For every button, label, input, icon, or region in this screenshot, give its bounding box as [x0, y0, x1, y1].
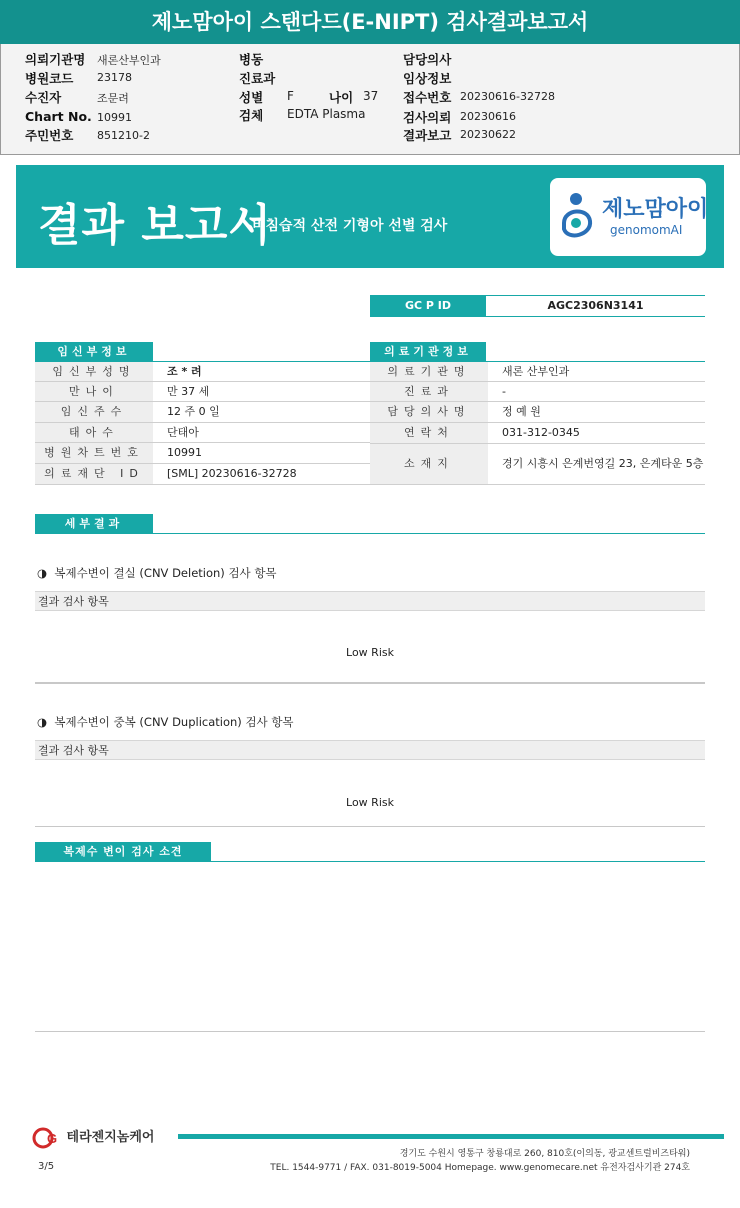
hospital-code-value: 23178 [97, 71, 132, 84]
chart-value: 10991 [97, 111, 132, 124]
deletion-heading-text: 복제수변이 결실 (CNV Deletion) 검사 항목 [54, 566, 277, 580]
institution-label: 의뢰기관명 [25, 52, 86, 67]
pregnant-row-value: 단태아 [167, 426, 199, 439]
pregnant-row-label: 만나이 [35, 382, 153, 401]
deletion-table-header: 결과 검사 항목 [35, 591, 705, 611]
institution-value: 새론산부인과 [97, 54, 161, 67]
pregnant-row-label: 임신주수 [35, 402, 153, 422]
pregnant-row-value: [SML] 20230616-32728 [167, 467, 297, 480]
pregnant-row-label: 의료재단 ID [35, 464, 153, 484]
age-value: 37 [363, 89, 379, 103]
sex-value: F [287, 89, 294, 103]
clinical-label: 임상정보 [403, 71, 452, 86]
pregnant-info-title: 임신부정보 [35, 342, 153, 361]
company-logo [32, 1126, 154, 1149]
report-date-label: 결과보고 [403, 128, 452, 143]
genomom-logo [550, 178, 709, 256]
request-value: 20230616 [460, 110, 516, 123]
pregnant-row-label: 병원차트번호 [35, 443, 153, 463]
company-logo-icon [32, 1127, 62, 1149]
receipt-value: 20230616-32728 [460, 90, 555, 103]
resident-id-label: 주민번호 [25, 128, 74, 143]
medical-info-title: 의료기관정보 [370, 342, 486, 361]
gcpid-row [370, 295, 705, 317]
svg-text:G: G [47, 1130, 58, 1146]
duplication-result: Low Risk [346, 796, 394, 809]
half-circle-icon: ◑ [37, 715, 48, 729]
doctor-label: 담당의사 [403, 52, 452, 67]
medical-row-value: 경기 시흥시 은계번영길 23, 은계타운 5층 [502, 457, 704, 470]
medical-row-label: 담당의사명 [370, 402, 488, 422]
patient-label: 수진자 [25, 90, 62, 105]
patient-info-block [0, 44, 740, 155]
duplication-table-header: 결과 검사 항목 [35, 740, 705, 760]
gcpid-label: GC P ID [370, 295, 486, 316]
pregnant-row-label: 임신부성명 [35, 362, 153, 381]
pregnant-row-value: 조 * 려 [167, 365, 202, 378]
sex-label: 성별 [239, 90, 264, 105]
resident-id-value: 851210-2 [97, 129, 150, 142]
baby-logo-icon [558, 189, 598, 245]
footer-address: 경기도 수원시 영통구 창룡대로 260, 810호(이의동, 광교센트럴비즈타워) [399, 1149, 690, 1159]
dept-label: 진료과 [239, 71, 276, 86]
medical-row-label: 소재지 [370, 444, 488, 484]
deletion-heading [37, 565, 277, 581]
duplication-heading [37, 714, 294, 730]
logo-english-text: genomomAI [610, 223, 683, 237]
logo-korean-text: 제노맘아이 [602, 197, 709, 222]
medical-row-value: 새론 산부인과 [502, 365, 570, 378]
banner-title: 결과 보고서 [38, 200, 272, 251]
medical-row-value: - [502, 385, 506, 398]
deletion-result: Low Risk [346, 646, 394, 659]
medical-row-label: 의료기관명 [370, 362, 488, 381]
banner-subtitle: 비침습적 산전 기형아 선별 검사 [252, 218, 448, 234]
medical-row-value: 정 예 원 [502, 405, 541, 418]
ward-label: 병동 [239, 52, 264, 67]
footer-contact: TEL. 1544-9771 / FAX. 031-8019-5004 Homepage. www.genomecare.net 유전자검사기관 274호 [270, 1163, 690, 1173]
patient-value: 조문려 [97, 92, 129, 105]
chart-label: Chart No. [25, 109, 92, 124]
medical-row-label: 진료과 [370, 382, 488, 401]
medical-row-value: 031-312-0345 [502, 426, 580, 439]
report-date-value: 20230622 [460, 128, 516, 141]
opinion-title: 복제수 변이 검사 소견 [35, 842, 211, 861]
pregnant-row-label: 태아수 [35, 423, 153, 442]
hospital-code-label: 병원코드 [25, 71, 74, 86]
half-circle-icon: ◑ [37, 566, 48, 580]
page-number: 3/5 [38, 1161, 55, 1172]
gcpid-value: AGC2306N3141 [547, 299, 644, 312]
request-label: 검사의뢰 [403, 110, 452, 125]
age-label: 나이 [329, 90, 354, 105]
specimen-value: EDTA Plasma [287, 107, 366, 121]
receipt-label: 접수번호 [403, 90, 452, 105]
pregnant-row-value: 12 주 0 일 [167, 405, 220, 418]
duplication-heading-text: 복제수변이 중복 (CNV Duplication) 검사 항목 [54, 715, 294, 729]
details-title: 세부결과 [35, 514, 153, 533]
report-title: 제노맘아이 스탠다드(E-NIPT) 검사결과보고서 [0, 0, 740, 44]
company-name: 테라젠지놈케어 [66, 1130, 155, 1145]
medical-row-label: 연락처 [370, 423, 488, 443]
specimen-label: 검체 [239, 108, 264, 123]
pregnant-row-value: 만 37 세 [167, 385, 210, 398]
pregnant-row-value: 10991 [167, 446, 202, 459]
report-banner [16, 165, 724, 268]
